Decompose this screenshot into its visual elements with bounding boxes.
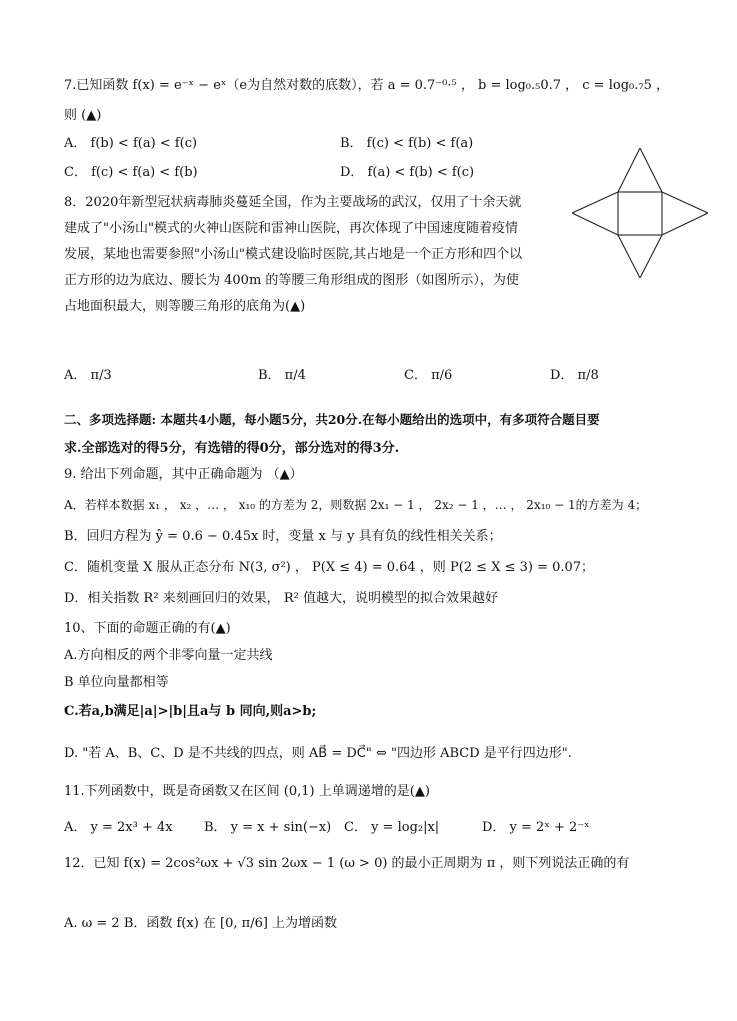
figure-triangle-top xyxy=(618,148,662,192)
q9-option-b: B．回归方程为 ŷ = 0.6 − 0.45x 时，变量 x 与 y 具有负的线性相关关系； xyxy=(64,529,502,544)
q10-option-b: B 单位向量都相等 xyxy=(64,675,169,690)
q8-stem-line1: 8．2020年新型冠状病毒肺炎蔓延全国，作为主要战场的武汉，仅用了十余天就 xyxy=(64,195,522,210)
q8-stem-line3: 发展，某地也需要参照"小汤山"模式建设临时医院,其占地是一个正方形和四个以 xyxy=(64,247,523,262)
q8-option-d: D． π/8 xyxy=(550,368,599,383)
q8-stem-line5: 占地面积最大，则等腰三角形的底角为(▲) xyxy=(64,299,306,314)
q9-option-d: D．相关指数 R² 来刻画回归的效果， R² 值越大，说明模型的拟合效果越好 xyxy=(64,591,498,606)
q8-option-b: B． π/4 xyxy=(258,368,306,383)
q10-stem: 10、下面的命题正确的有(▲) xyxy=(64,621,231,636)
q10-option-a: A.方向相反的两个非零向量一定共线 xyxy=(64,648,273,663)
q11-option-b: B． y = x + sin(−x) xyxy=(204,820,332,835)
q9-option-c: C．随机变量 X 服从正态分布 N(3, σ²) ， P(X ≤ 4) = 0.64 ，则 P(2 ≤ X ≤ 3) = 0.07； xyxy=(64,560,595,575)
q7-option-b: B． f(c) < f(b) < f(a) xyxy=(340,136,474,151)
q8-stem-line2: 建成了"小汤山"模式的火神山医院和雷神山医院，再次体现了中国速度随着疫情 xyxy=(64,221,518,236)
square-triangles-figure xyxy=(572,148,708,278)
q11-option-a: A． y = 2x³ + 4x xyxy=(64,820,173,835)
q7-option-c: C． f(c) < f(a) < f(b) xyxy=(64,165,198,180)
q12-stem: 12．已知 f(x) = 2cos²ωx + √3 sin 2ωx − 1 (ω > 0) 的最小正周期为 π ，则下列说法正确的有 xyxy=(64,856,630,871)
section2-heading-line1: 二、多项选择题: 本题共4小题，每小题5分，共20分.在每小题给出的选项中，有多项符合题目要 xyxy=(64,412,600,427)
figure-triangle-right xyxy=(662,192,708,235)
q11-stem: 11.下列函数中，既是奇函数又在区间 (0,1) 上单调递增的是(▲) xyxy=(64,784,430,799)
q8-stem-line4: 正方形的边为底边、腰长为 400m 的等腰三角形组成的图形（如图所示），为使 xyxy=(64,273,519,288)
section2-heading-line2: 求.全部选对的得5分，有选错的得0分，部分选对的得3分. xyxy=(64,441,400,456)
q11-option-c: C． y = log₂|x| xyxy=(344,820,440,835)
q8-option-a: A． π/3 xyxy=(64,368,112,383)
q9-option-a: A．若样本数据 x₁ ， x₂ ，… ， x₁₀ 的方差为 2，则数据 2x₁ − 1 ， 2x₂ − 1 ，… ， 2x₁₀ − 1的方差为 4； xyxy=(64,498,648,512)
q10-option-d: D. "若 A、B、C、D 是不共线的四点，则 AB⃗ = DC⃗" ⇔ "四边形 ABCD 是平行四边形". xyxy=(64,746,572,761)
q7-option-a: A． f(b) < f(a) < f(c) xyxy=(64,136,198,151)
figure-triangle-bottom xyxy=(618,235,662,278)
q7-stem-line2: 则 (▲) xyxy=(64,108,102,123)
figure-square xyxy=(618,192,662,235)
q8-option-c: C． π/6 xyxy=(404,368,453,383)
q11-option-d: D． y = 2ˣ + 2⁻ˣ xyxy=(482,820,590,835)
q10-option-c: C.若a,b满足|a|>|b|且a与 b 同向,则a>b; xyxy=(64,704,317,719)
q7-stem-line1: 7.已知函数 f(x) = e⁻ˣ − eˣ（e为自然对数的底数），若 a = 0.7⁻⁰·⁵ ， b = log₀.₅0.7 ， c = log₀.₇5 ， xyxy=(64,78,669,93)
q9-stem: 9. 给出下列命题，其中正确命题为 （▲） xyxy=(64,467,303,482)
q12-options-ab: A. ω = 2 B．函数 f(x) 在 [0, π/6] 上为增函数 xyxy=(64,916,338,931)
q7-option-d: D． f(a) < f(b) < f(c) xyxy=(340,165,475,180)
figure-triangle-left xyxy=(572,192,618,235)
